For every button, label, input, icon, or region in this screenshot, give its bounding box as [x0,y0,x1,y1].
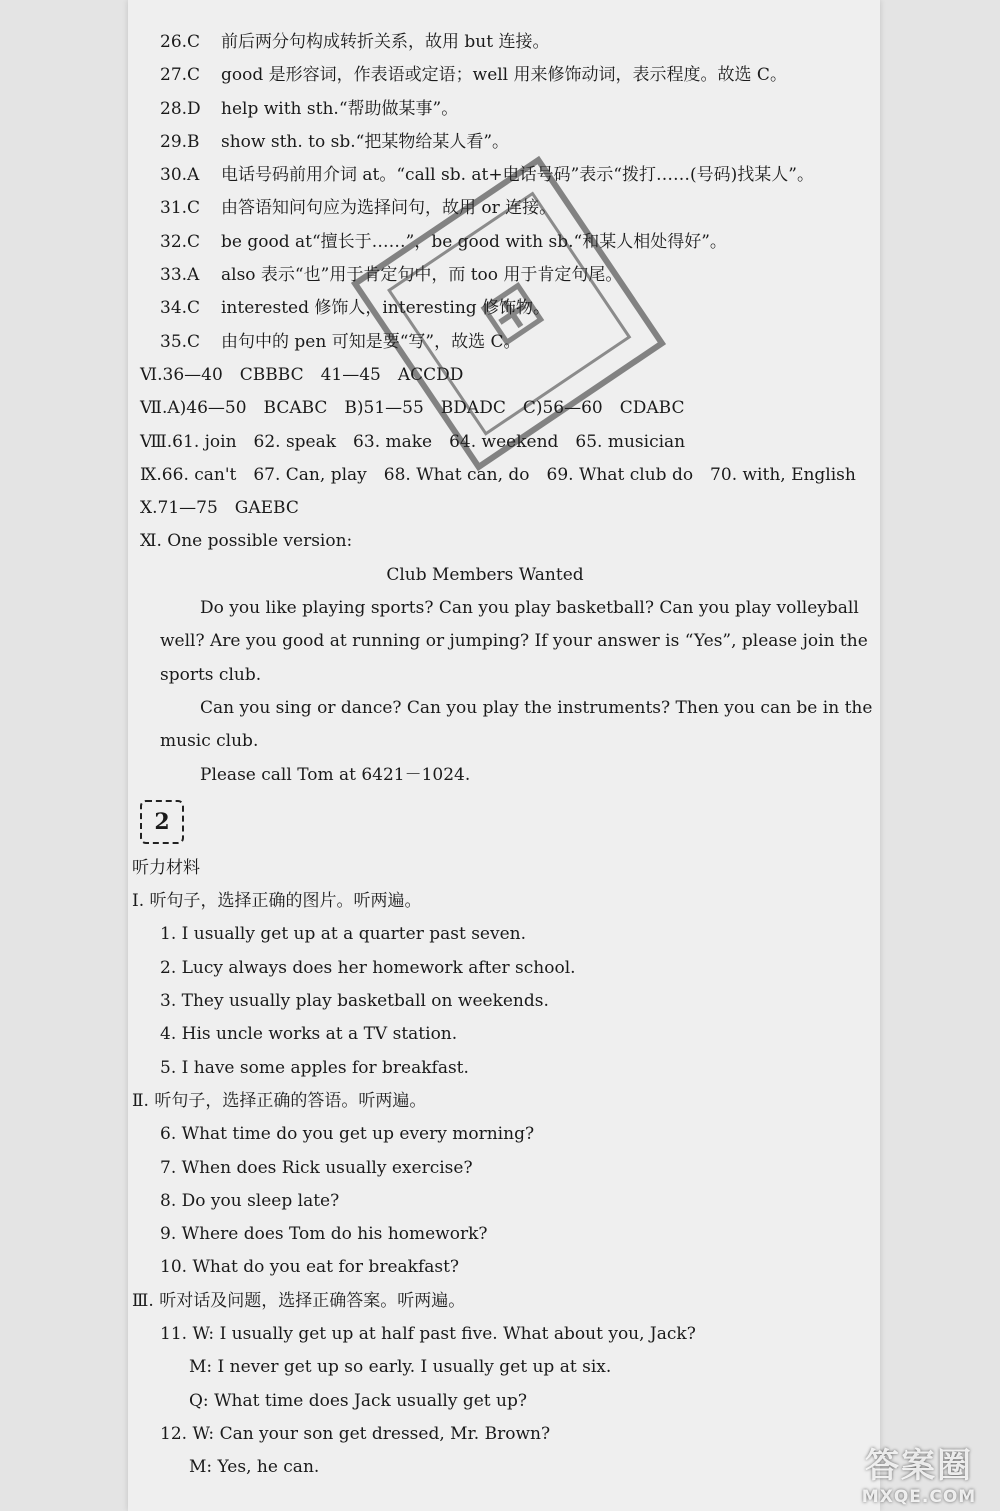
listening-item: 2. Lucy always does her homework after school. [160,957,576,978]
listening-item: 8. Do you sleep late? [160,1190,340,1211]
section-answer-line: Ⅶ.A)46—50 BCABC B)51—55 BDADC C)56—60 CDABC [140,398,685,419]
unit-badge: 2 [140,800,184,844]
listening-item: 9. Where does Tom do his homework? [160,1224,488,1245]
listening-heading: 听力材料 [132,857,200,878]
answer-explanation: 电话号码前用介词 at。“call sb. at+电话号码”表示“拨打……(号码)找某人”。 [221,165,814,186]
answer-explanation: be good at“擅长于……”，be good with sb.“和某人相处得好”。 [221,231,727,252]
listening-item: 6. What time do you get up every morning? [160,1124,535,1145]
answer-key: 28.D [160,98,201,119]
listening-item: 5. I have some apples for breakfast. [160,1057,469,1078]
answer-key: 26.C [160,32,201,52]
listening-item: 4. His uncle works at a TV station. [160,1024,458,1045]
listening-item: 7. When does Rick usually exercise? [160,1157,473,1178]
answer-line [160,26,880,59]
essay-line: sports club. [160,664,262,685]
essay-line: well? Are you good at running or jumping? If your answer is “Yes”, please join the [160,631,868,652]
listening-part-title: Ⅰ. 听句子，选择正确的图片。听两遍。 [132,891,422,912]
answer-explanation: show sth. to sb.“把某物给某人看”。 [221,131,510,152]
essay-title: Club Members Wanted [386,564,584,585]
section-answer-line: Ⅷ.61. join 62. speak 63. make 64. weekend 65. musician [140,431,686,452]
listening-part-title: Ⅱ. 听句子，选择正确的答语。听两遍。 [132,1090,427,1111]
answer-explanation: 由句中的 pen 可知是要“写”，故选 C。 [221,331,521,352]
site-watermark [844,1438,994,1507]
listening-part-title: Ⅲ. 听对话及问题，选择正确答案。听两遍。 [132,1290,466,1311]
section-answer-line: Ⅸ.66. can't 67. Can, play 68. What can, do 69. What club do 70. with, English [140,464,856,485]
listening-item: 3. They usually play basketball on weekends. [160,991,549,1012]
section-answer-line: Ⅵ.36—40 CBBBC 41—45 ACCDD [140,364,464,385]
listening-item: 1. I usually get up at a quarter past seven. [160,924,526,945]
essay-line: Can you sing or dance? Can you play the instruments? Then you can be in the [200,697,873,718]
essay-line: Please call Tom at 6421－1024. [200,764,471,785]
listening-item: M: I never get up so early. I usually get up at six. [189,1357,612,1378]
answer-explanation: 前后两分句构成转折关系，故用 but 连接。 [221,32,550,52]
answer-explanation: good 是形容词，作表语或定语；well 用来修饰动词，表示程度。故选 C。 [221,65,787,86]
answer-key: 31.C [160,198,201,219]
answer-explanation: 由答语知问句应为选择问句，故用 or 连接。 [221,198,557,219]
answer-line [160,59,880,92]
answer-key: 27.C [160,65,201,86]
listening-item: M: Yes, he can. [189,1457,320,1478]
answer-explanation: help with sth.“帮助做某事”。 [221,98,459,119]
listening-item: 12. W: Can your son get dressed, Mr. Brown? [160,1423,551,1444]
essay-line: Do you like playing sports? Can you play basketball? Can you play volleyball [200,598,859,619]
essay-line: music club. [160,731,259,752]
answer-line [160,126,880,159]
answer-key: 34.C [160,298,201,319]
section-answer-line: Ⅹ.71—75 GAEBC [140,498,299,519]
answer-explanation: also 表示“也”用于肯定句中，而 too 用于肯定句尾。 [221,265,623,286]
answer-key: 30.A [160,165,200,186]
answer-key: 35.C [160,331,201,352]
listening-item: Q: What time does Jack usually get up? [189,1390,527,1411]
answer-key: 32.C [160,231,201,252]
answer-line [160,93,880,126]
section-answer-line: Ⅺ. One possible version: [140,531,353,552]
stamp-inner: ⊞ [386,191,630,435]
answer-explanation: interested 修饰人，interesting 修饰物。 [221,298,551,319]
listening-item: 11. W: I usually get up at half past five. What about you, Jack? [160,1323,696,1344]
watermark-logo-text: 答案圈 [865,1446,973,1486]
listening-item: 10. What do you eat for breakfast? [160,1257,460,1278]
answer-key: 33.A [160,265,200,286]
watermark-url: MXQE.COM [861,1487,977,1507]
answer-key: 29.B [160,131,200,152]
